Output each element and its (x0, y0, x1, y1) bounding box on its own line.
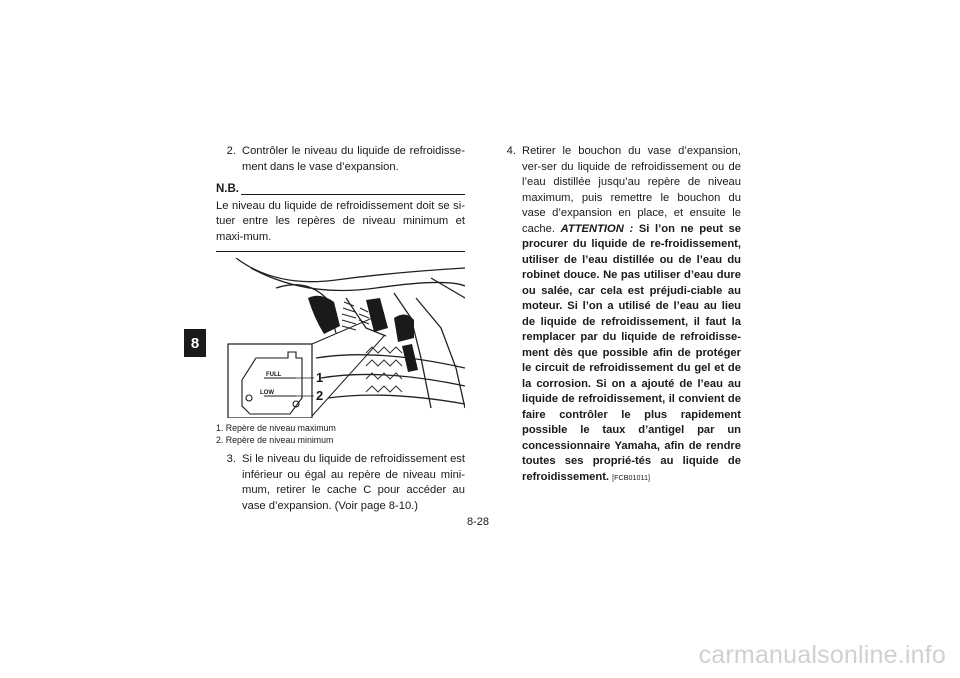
caption-max-level: 1. Repère de niveau maximum (216, 423, 336, 433)
step-4-text: Retirer le bouchon du vase d’expansion, ver-ser du liquide de refroidissement ou de l’eau distillée jusqu’au repère de niveau maximum, puis remettre le bouchon du vase d’expansion en place, et ensuite le cache. (522, 145, 741, 235)
callout-2: 2 (316, 388, 324, 403)
right-column (496, 144, 741, 485)
note-header (216, 182, 465, 198)
chapter-tab: 8 (184, 329, 206, 357)
callout-1: 1 (316, 370, 324, 385)
engine-shadows (308, 296, 418, 372)
note-rule (241, 194, 465, 195)
step-3 (216, 452, 465, 514)
reservoir-illustration (216, 258, 465, 418)
step-3-text: Si le niveau du liquide de refroidissement est inférieur ou égal au repère de niveau mini-mum, retirer le cache C pour accéder au vase d’expansion. (Voir page 8-10.) (242, 453, 465, 512)
attention-text: Si l’on ne peut se procurer du liquide de re-froidissement, utiliser de l’eau distillée ou de l’eau du robinet douce. Ne pas utiliser d’eau dure ou salée, car cela est préjudi-ciable au moteur. Si l’on a utilisé de l’eau au lieu de liquide de refroidissement, il faut la remplacer par du liquide de refroidisse-ment dès que possible afin de protéger le circuit de refroidissement du gel et de la corrosion. Si on a ajouté de l’eau au liquide de refroidissement, il convient de faire contrôler le plus rapidement possible le taux d’antigel par un concessionnaire Yamaha, afin de rendre toutes ses proprié-tés au liquide de refroidissement. (522, 222, 742, 483)
step-2 (216, 144, 465, 175)
step-2-number: 2. (226, 145, 236, 157)
step-4-number: 4. (506, 145, 516, 157)
figure-captions (216, 422, 465, 446)
step-4-body (522, 144, 741, 485)
step-4 (496, 144, 741, 485)
caption-min-level: 2. Repère de niveau minimum (216, 435, 334, 445)
low-mark-label: LOW (260, 390, 274, 396)
page-number: 8-28 (467, 516, 490, 528)
full-mark-label: FULL (266, 372, 282, 378)
watermark: carmanualsonline.info (698, 641, 946, 669)
tire-tread (366, 347, 402, 392)
reference-code: [FCB01011] (612, 472, 650, 482)
note-text: Le niveau du liquide de refroidissement doit se si-tuer entre les repères de niveau minimum et maxi-mum. (216, 199, 465, 243)
step-2-text: Contrôler le niveau du liquide de refroidisse-ment dans le vase d’expansion. (242, 145, 465, 173)
coolant-reservoir-figure (216, 258, 465, 418)
left-column (216, 144, 465, 514)
reservoir-inset-box (228, 344, 312, 418)
attention-label: ATTENTION : (560, 222, 634, 235)
note-label: N.B. (216, 183, 239, 195)
step-3-number: 3. (226, 453, 236, 465)
note-end-rule (216, 251, 465, 252)
